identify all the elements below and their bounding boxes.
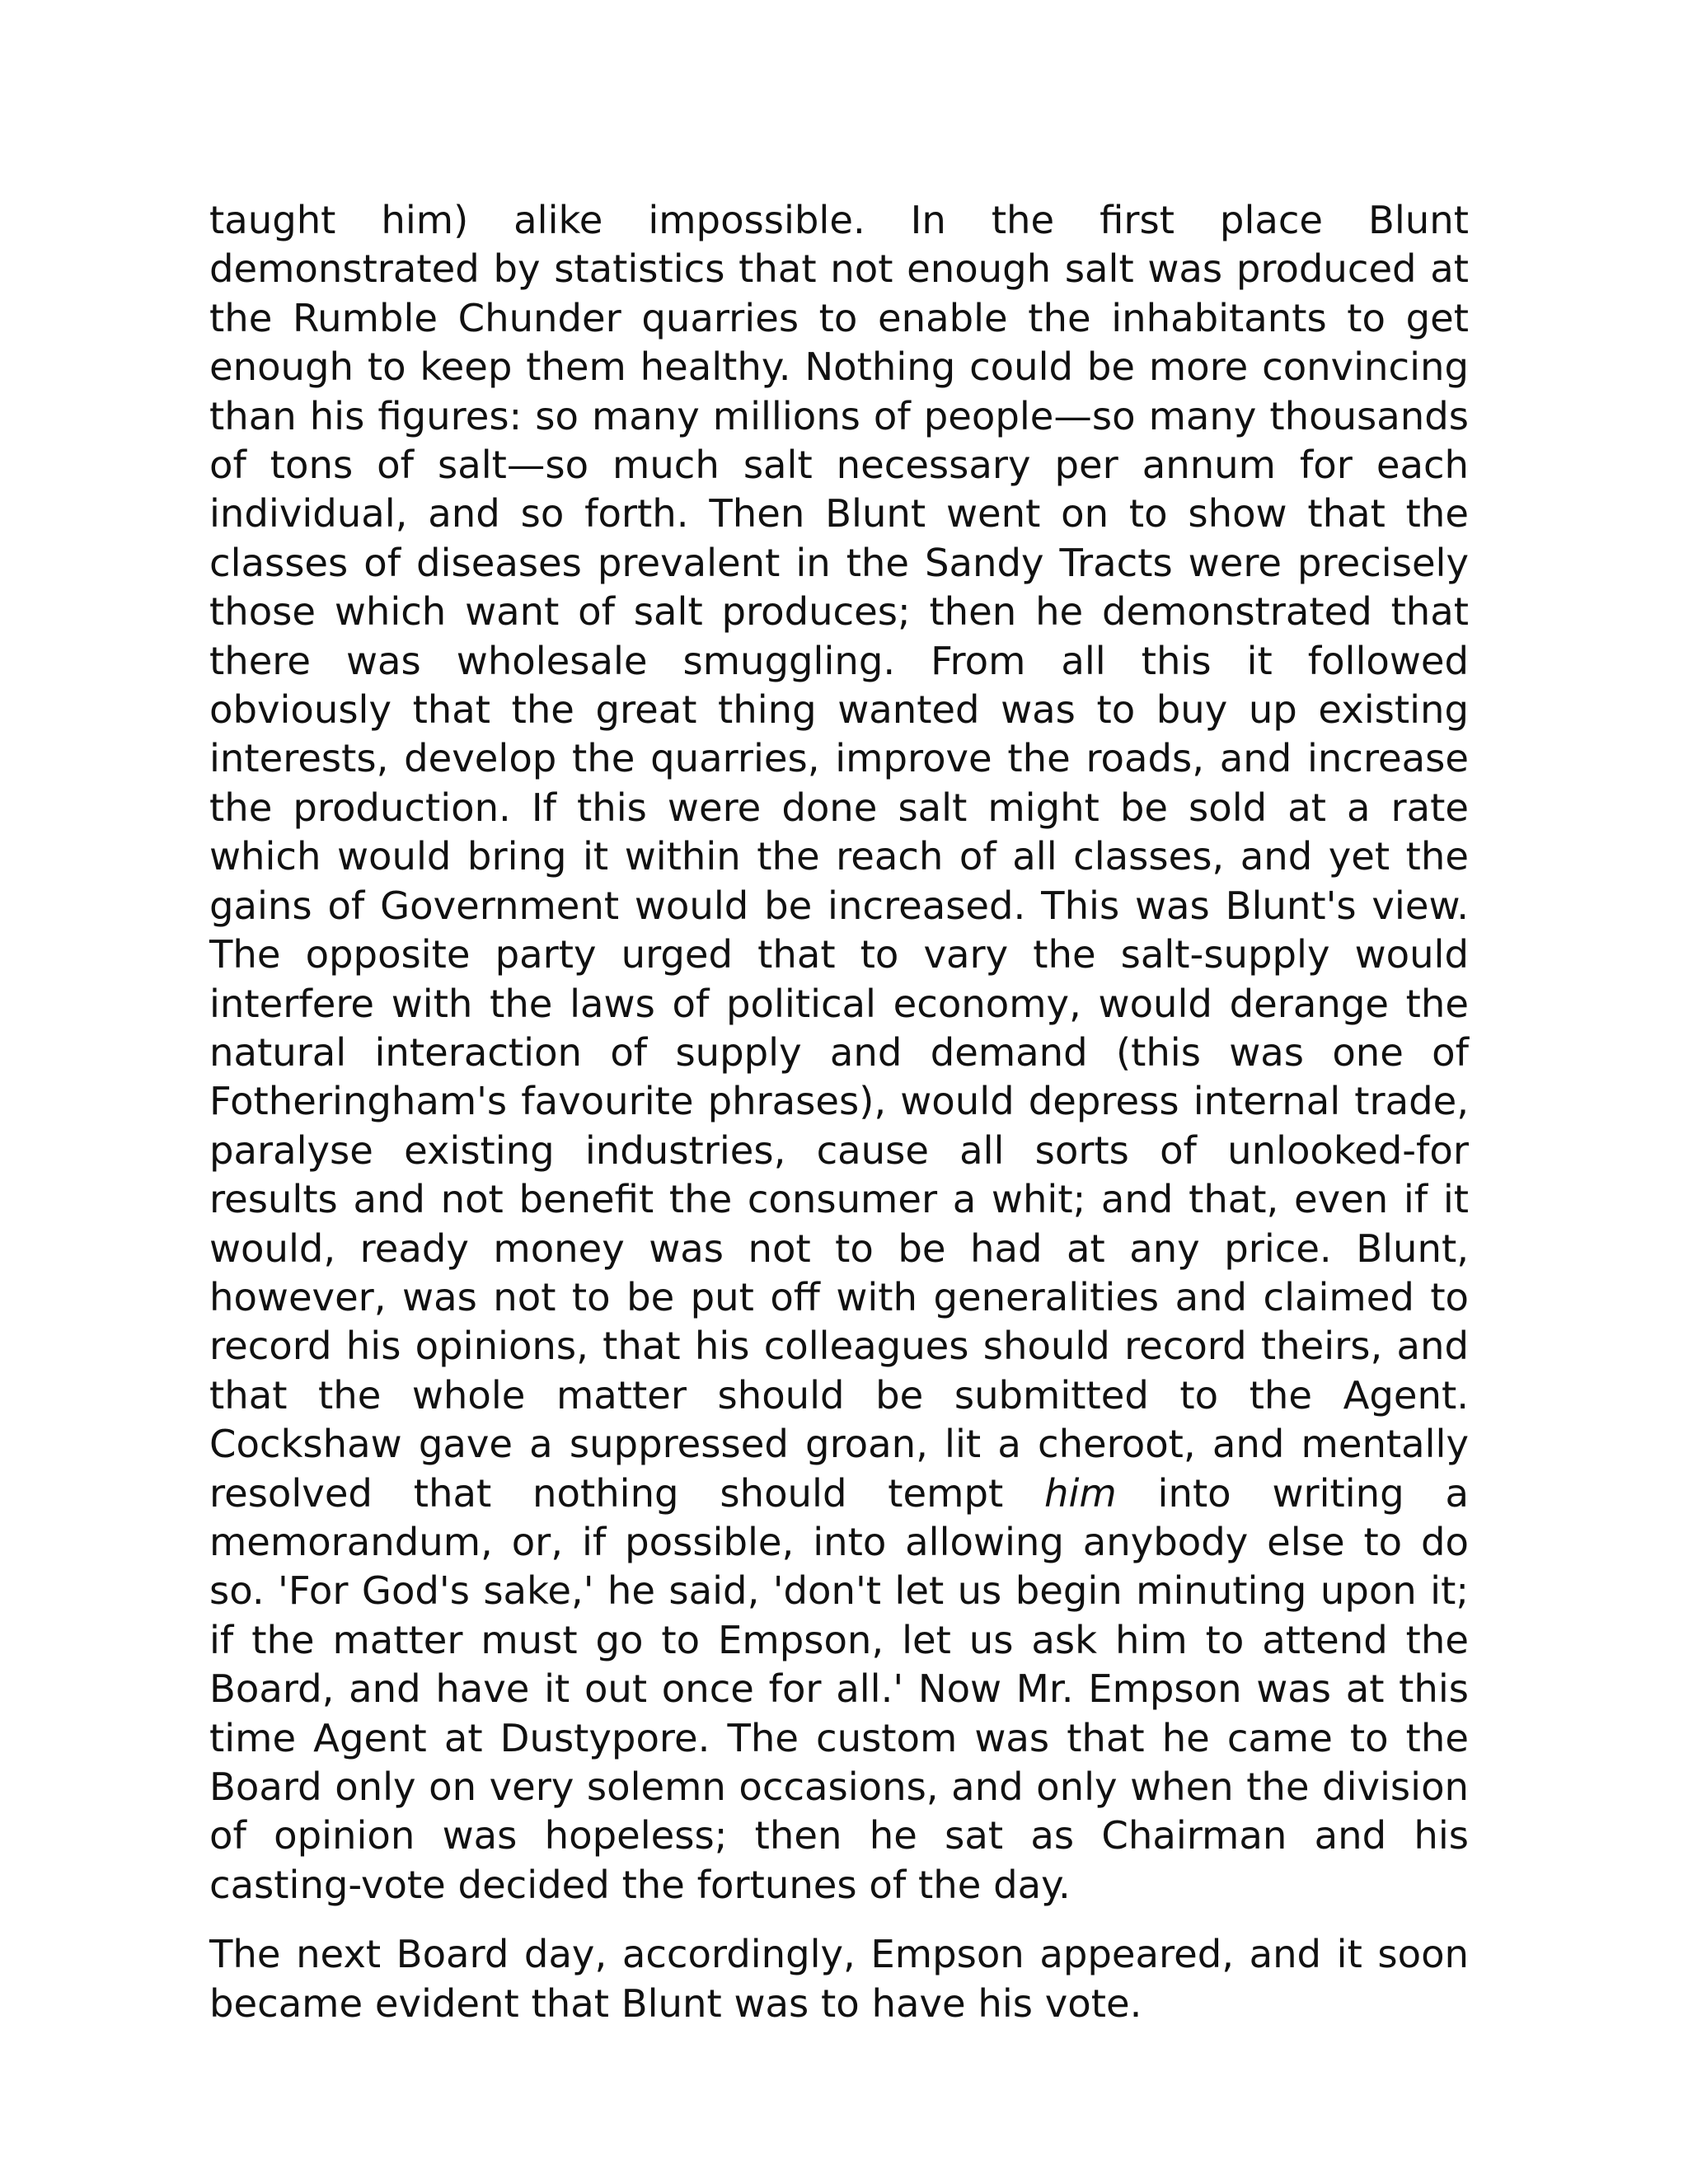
text-body — [209, 196, 1469, 2028]
emphasized-word: him — [1044, 1470, 1117, 1516]
paragraph-text: into writing a memorandum, or, if possible, into allowing anybody else to do so. 'For God's sake,' he said, 'don't let us begin minuting upon it; if the matter must go to Empson, let us ask him to attend the Board, and have it out once for all.' Now Mr. Empson was at this time Agent at Dustypore. The custom was that he came to the Board only on very solemn occasions, and only when the division of opinion was hopeless; then he sat as Chairman and his casting-vote decided the fortunes of the day. — [209, 1470, 1469, 1907]
paragraph: The next Board day, accordingly, Empson appeared, and it soon became evident that Blunt was to have his vote. — [209, 1932, 1469, 2026]
paragraph — [209, 196, 1469, 1910]
paragraph-text: taught him) alike impossible. In the first place Blunt demonstrated by statistics that not enough salt was produced at the Rumble Chunder quarries to enable the inhabitants to get enough to keep them healthy. Nothing could be more convincing than his figures: so many millions of people—so many thousands of tons of salt—so much salt necessary per annum for each individual, and so forth. Then Blunt went on to show that the classes of diseases prevalent in the Sandy Tracts were precisely those which want of salt produces; then he demonstrated that there was wholesale smuggling. From all this it followed obviously that the great thing wanted was to buy up existing interests, develop the quarries, improve the roads, and increase the production. If this were done salt might be sold at a rate which would bring it within the reach of all classes, and yet the gains of Government would be increased. This was Blunt's view. The opposite party urged that to vary the salt-supply would interfere with the laws of political economy, would derange the natural interaction of supply and demand (this was one of Fotheringham's favourite phrases), would depress internal trade, paralyse existing industries, cause all sorts of unlooked-for results and not benefit the consumer a whit; and that, even if it would, ready money was not to be had at any price. Blunt, however, was not to be put off with generalities and claimed to record his opinions, that his colleagues should record theirs, and that the whole matter should be submitted to the Agent. Cockshaw gave a suppressed groan, lit a cheroot, and mentally resolved that nothing should tempt — [209, 198, 1469, 1516]
